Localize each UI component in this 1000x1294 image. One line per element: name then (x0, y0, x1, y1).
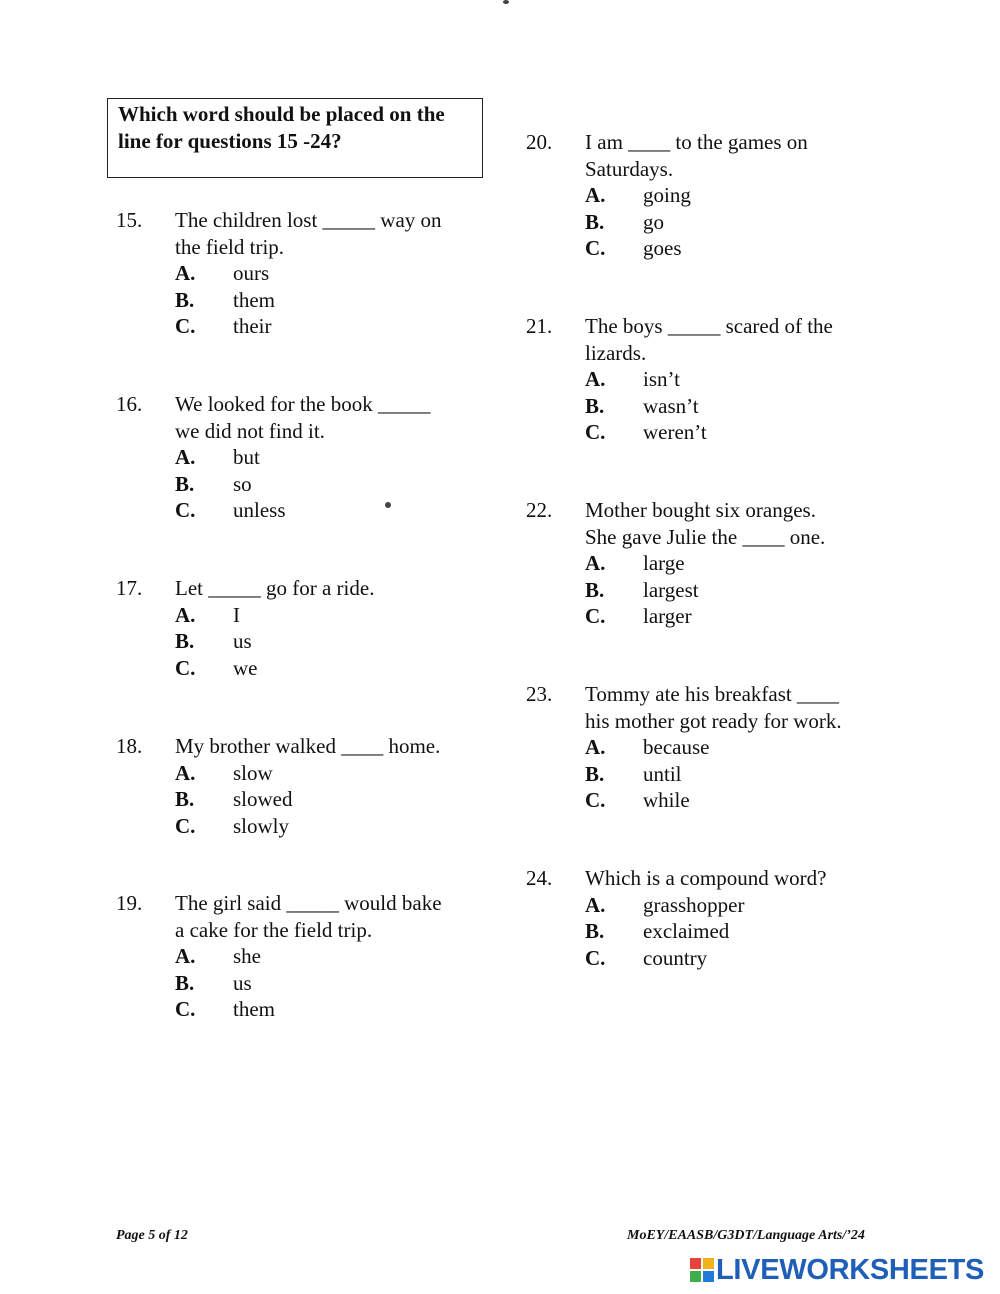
option-text: slowly (233, 813, 290, 838)
stem-line: a cake for the field trip. (175, 917, 373, 942)
option-text: their (233, 314, 272, 338)
option-text: until (643, 761, 682, 786)
option-letter: C. (175, 655, 196, 680)
scan-speck (503, 0, 509, 4)
option-text: slowed (233, 787, 293, 811)
option-letter: B. (175, 970, 195, 995)
logo-square (690, 1258, 701, 1269)
option-letter: B. (585, 209, 605, 234)
stem-line: lizards. (585, 340, 647, 365)
option-letter: C. (585, 236, 606, 260)
option-text: them (233, 997, 275, 1021)
watermark-text: LIVEWORKSHEETS (716, 1253, 985, 1286)
stem-line: My brother walked ____ home. (175, 734, 441, 758)
option-letter: A. (585, 892, 606, 917)
option-letter: B. (175, 629, 195, 653)
stem-line: The boys _____ scared of the (585, 314, 833, 338)
question-stem (585, 497, 885, 550)
option-letter: B. (585, 577, 605, 602)
option-text: country (643, 945, 708, 970)
option-text: because (643, 735, 710, 759)
option-text: she (233, 944, 261, 968)
logo-square (690, 1271, 701, 1282)
stem-line: Saturdays. (585, 156, 674, 181)
question-stem (585, 313, 885, 366)
question-stem (175, 890, 475, 943)
option-text: go (643, 209, 664, 234)
option-text: going (643, 183, 691, 207)
option-text: us (233, 970, 252, 995)
option-letter: A. (175, 261, 196, 285)
option-letter: A. (175, 944, 196, 968)
option-letter: B. (585, 919, 605, 943)
option-letter: A. (585, 735, 606, 759)
option-text: us (233, 629, 252, 653)
option-text: goes (643, 236, 682, 260)
stem-line: I am ____ to the games on (585, 130, 808, 154)
option-letter: C. (585, 604, 606, 628)
option-text: largest (643, 577, 699, 602)
liveworksheets-watermark[interactable] (690, 1255, 984, 1285)
logo-square (703, 1271, 714, 1282)
option-letter: C. (585, 420, 606, 444)
question-stem (585, 681, 885, 734)
option-letter: B. (585, 393, 605, 418)
question-stem (585, 129, 885, 182)
option-text: but (233, 445, 260, 469)
document-code: MoEY/EAASB/G3DT/Language Arts/’24 (627, 1228, 865, 1243)
instruction-box (107, 98, 483, 178)
option-letter: C. (175, 997, 196, 1021)
stem-line: The girl said _____ would bake (175, 891, 442, 915)
option-text: weren’t (643, 420, 707, 444)
question-number: 23. (526, 682, 553, 706)
stem-line: Mother bought six oranges. (585, 498, 816, 522)
option-letter: B. (175, 787, 195, 811)
stem-line: Which is a compound word? (585, 866, 827, 890)
page-number: Page 5 of 12 (116, 1228, 188, 1243)
question-number: 18. (116, 734, 143, 758)
logo-square (703, 1258, 714, 1269)
question-number: 21. (526, 314, 553, 338)
instruction-line-2: line for questions 15 -24? (118, 129, 342, 153)
question-stem (585, 865, 885, 892)
option-text: isn’t (643, 367, 680, 391)
question-number: 20. (526, 130, 553, 154)
option-text: exclaimed (643, 919, 730, 943)
option-text: we (233, 655, 258, 680)
option-letter: A. (175, 445, 196, 469)
option-letter: C. (175, 813, 196, 838)
option-letter: A. (585, 183, 606, 207)
option-letter: B. (175, 471, 195, 496)
question-number: 22. (526, 498, 553, 522)
question-number: 15. (116, 208, 143, 232)
option-text: grasshopper (643, 892, 745, 917)
stem-line: The children lost _____ way on (175, 208, 442, 232)
option-letter: B. (175, 287, 195, 312)
option-text: unless (233, 498, 286, 522)
option-text: slow (233, 760, 273, 785)
question-number: 17. (116, 576, 143, 600)
option-text: ours (233, 261, 270, 285)
option-letter: C. (585, 945, 606, 970)
question-stem (175, 207, 475, 260)
option-text: larger (643, 604, 692, 628)
option-letter: A. (585, 551, 606, 575)
stem-line: She gave Julie the ____ one. (585, 524, 826, 549)
option-letter: A. (175, 760, 196, 785)
instruction-line-1: Which word should be placed on the (118, 102, 445, 126)
stem-line: Tommy ate his breakfast ____ (585, 682, 839, 706)
question-number: 19. (116, 891, 143, 915)
stem-line: Let _____ go for a ride. (175, 576, 375, 600)
scan-speck (385, 502, 391, 508)
question-stem (175, 575, 475, 602)
option-letter: C. (175, 314, 196, 338)
option-letter: A. (175, 602, 196, 627)
option-letter: C. (175, 498, 196, 522)
question-number: 24. (526, 866, 553, 890)
liveworksheets-logo-icon (690, 1258, 714, 1282)
option-letter: C. (585, 788, 606, 812)
stem-line: We looked for the book _____ (175, 392, 431, 416)
stem-line: his mother got ready for work. (585, 708, 842, 733)
question-number: 16. (116, 392, 143, 416)
stem-line: the field trip. (175, 234, 285, 259)
option-letter: B. (585, 761, 605, 786)
option-text: I (233, 602, 240, 627)
option-text: them (233, 287, 275, 312)
option-text: large (643, 551, 685, 575)
option-letter: A. (585, 367, 606, 391)
question-stem (175, 391, 475, 444)
option-text: wasn’t (643, 393, 699, 418)
option-text: while (643, 788, 690, 812)
question-stem (175, 733, 475, 760)
option-text: so (233, 471, 252, 496)
stem-line: we did not find it. (175, 418, 325, 443)
